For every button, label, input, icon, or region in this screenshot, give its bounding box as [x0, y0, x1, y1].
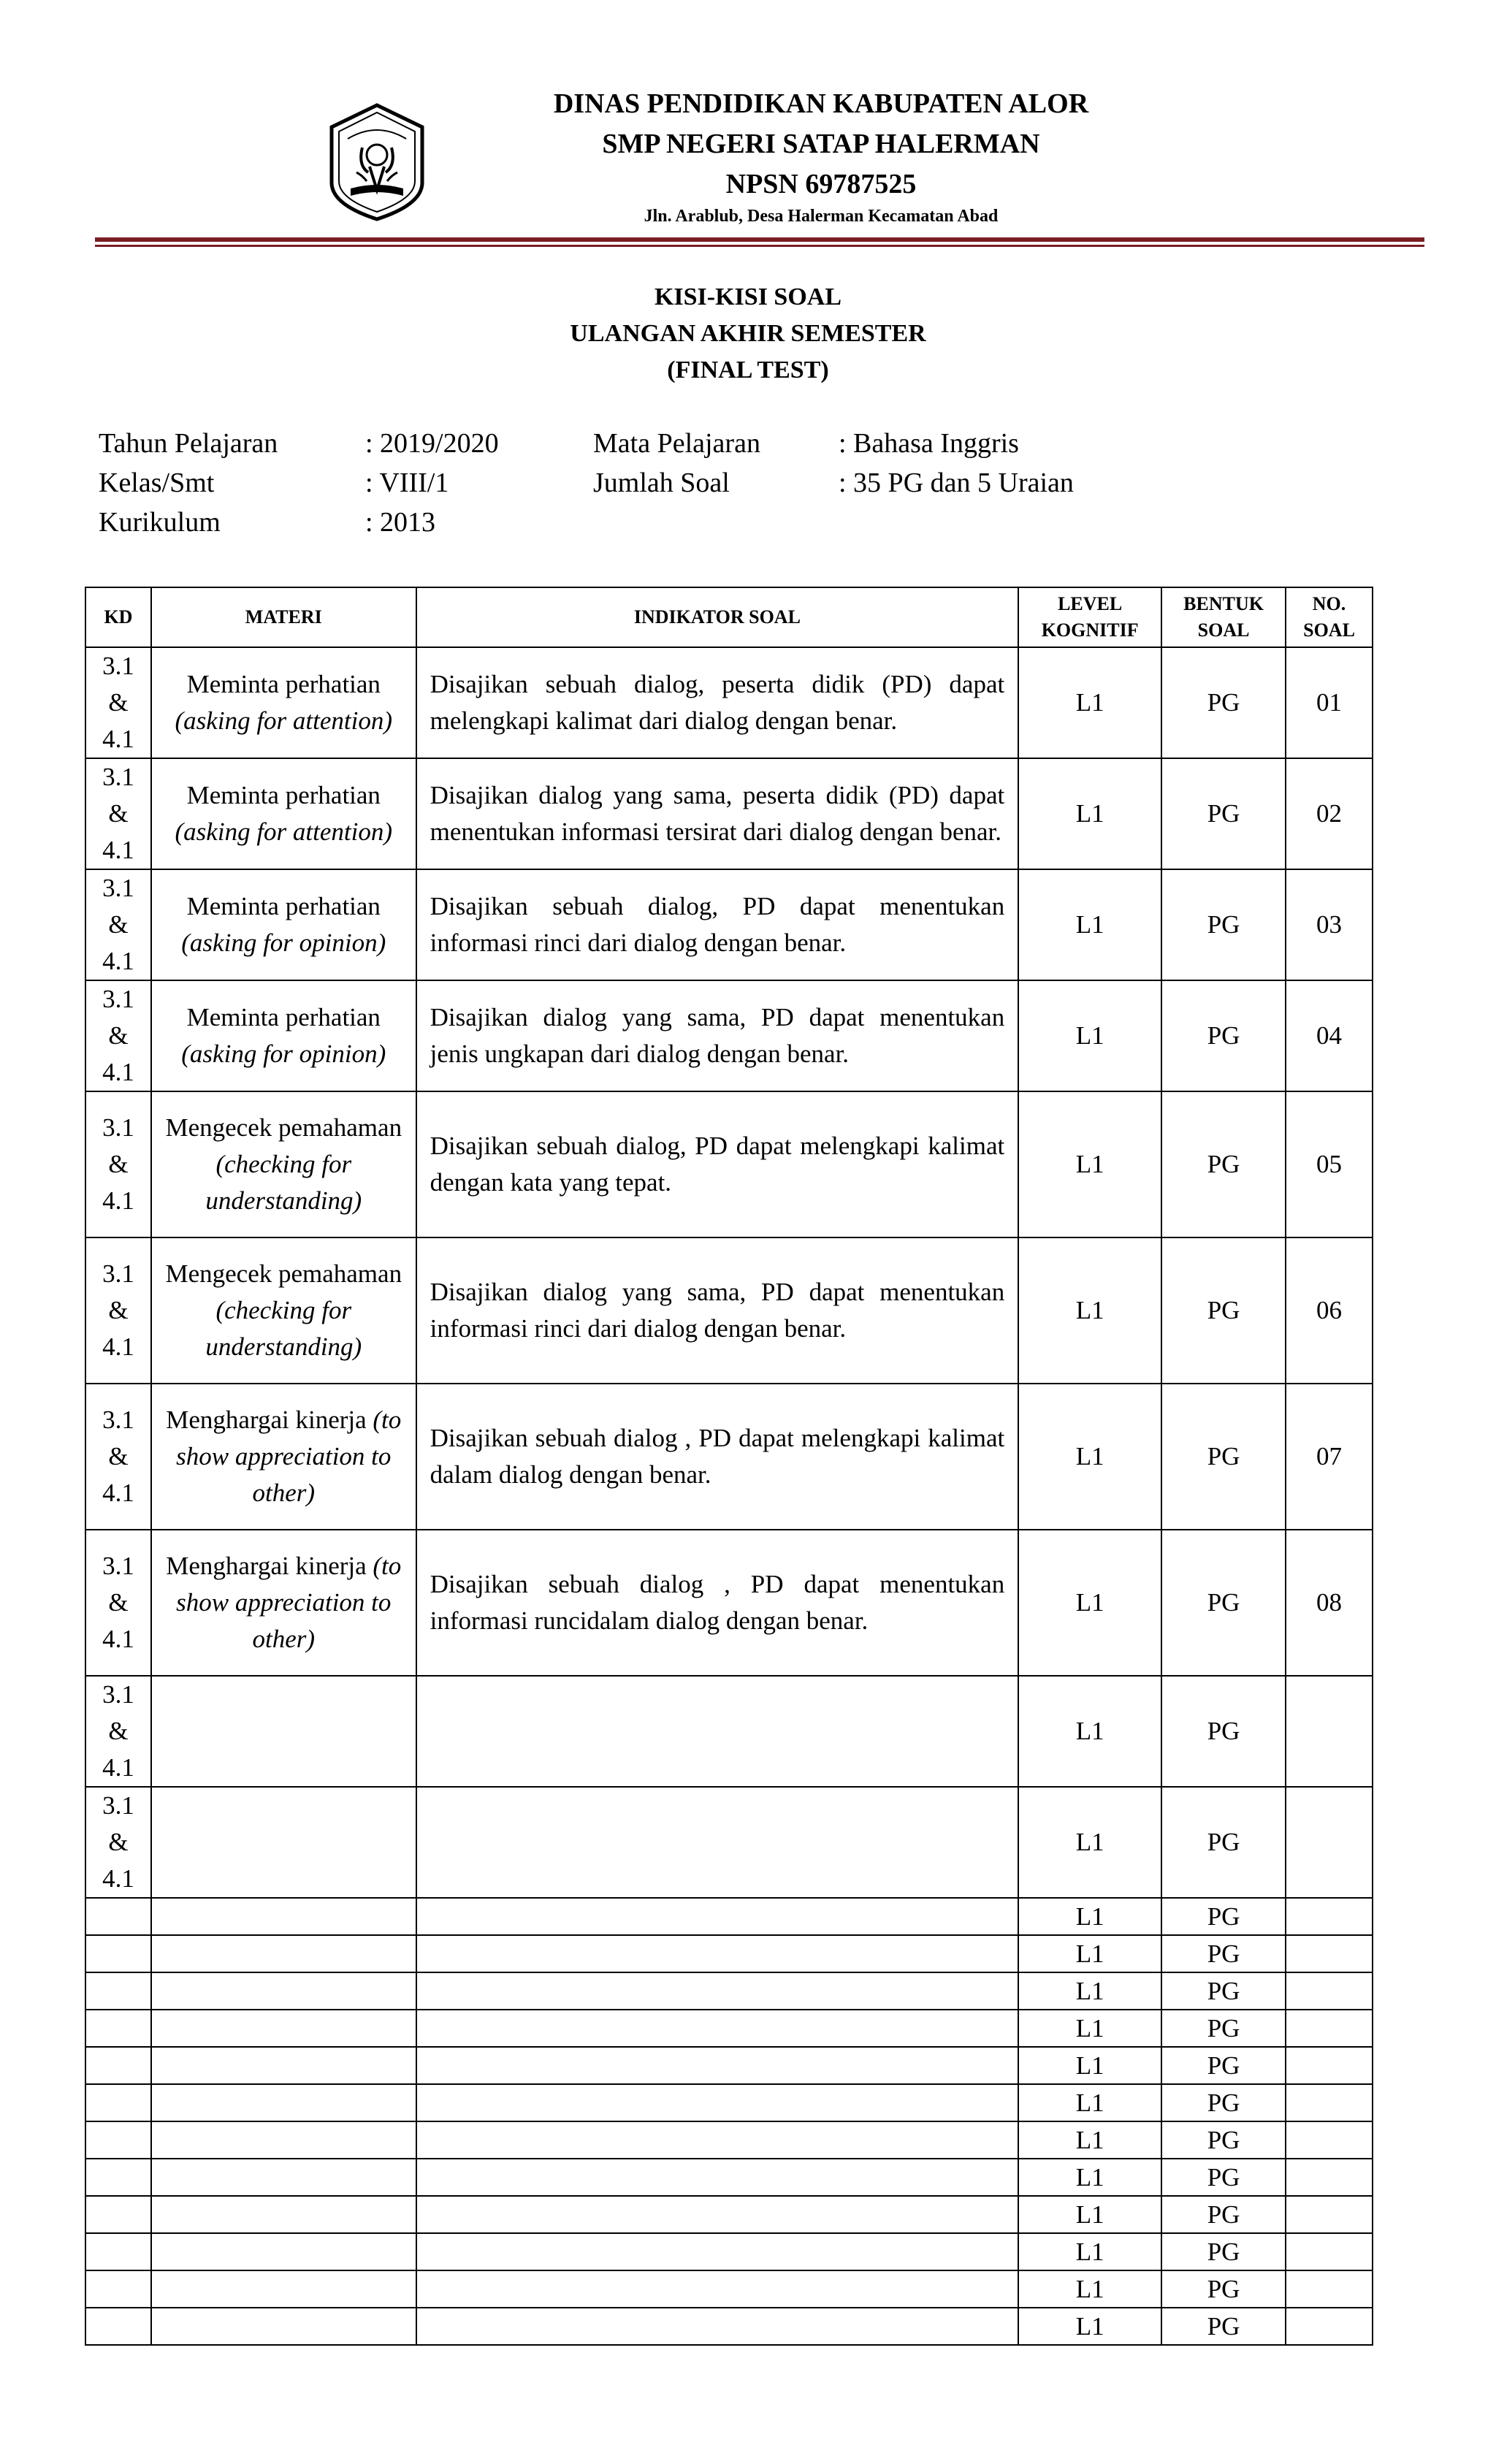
no-cell [1286, 2308, 1373, 2345]
no-cell [1286, 2010, 1373, 2047]
mapel-value: : Bahasa Inggris [839, 428, 1019, 459]
level-cell: L1 [1018, 647, 1161, 758]
kd-cell [85, 1787, 151, 1898]
materi-cell [151, 1384, 416, 1530]
indikator-cell: Disajikan sebuah dialog , PD dapat melengkapi kalimat dalam dialog dengan benar. [416, 1384, 1019, 1530]
kd-cell [85, 1676, 151, 1787]
table-row [85, 2308, 1373, 2345]
header-bentuk-line1: BENTUK [1183, 593, 1264, 614]
table-row [85, 2084, 1373, 2121]
kd-cell [85, 2121, 151, 2159]
indikator-cell [416, 1676, 1019, 1787]
kd-value-part: & [108, 688, 129, 717]
kd-cell [85, 647, 151, 758]
indikator-cell [416, 2047, 1019, 2084]
materi-indonesian: Meminta perhatian [186, 781, 381, 809]
indikator-cell [416, 2233, 1019, 2270]
materi-cell [151, 980, 416, 1091]
no-cell [1286, 2047, 1373, 2084]
header-no-line2: SOAL [1303, 619, 1355, 641]
indikator-cell [416, 2010, 1019, 2047]
kd-value-part: 3.1 [102, 985, 134, 1013]
header-materi: MATERI [151, 587, 416, 647]
mapel-label: Mata Pelajaran [593, 428, 760, 459]
level-cell: L1 [1018, 1676, 1161, 1787]
level-cell: L1 [1018, 2010, 1161, 2047]
materi-english: (asking for attention) [175, 817, 392, 846]
materi-cell [151, 869, 416, 980]
materi-cell [151, 2308, 416, 2345]
bentuk-cell: PG [1161, 2010, 1286, 2047]
bentuk-cell: PG [1161, 2308, 1286, 2345]
kd-value-part: 3.1 [102, 1791, 134, 1820]
level-cell: L1 [1018, 1972, 1161, 2010]
no-cell: 07 [1286, 1384, 1373, 1530]
materi-cell [151, 2121, 416, 2159]
header-divider-thick [95, 237, 1424, 242]
bentuk-cell: PG [1161, 2233, 1286, 2270]
no-cell [1286, 1787, 1373, 1898]
npsn: NPSN 69787525 [725, 169, 917, 199]
kd-cell [85, 1091, 151, 1237]
kelas-label: Kelas/Smt [99, 468, 215, 498]
materi-english: (asking for opinion) [181, 1040, 386, 1068]
level-cell: L1 [1018, 980, 1161, 1091]
kd-cell [85, 2084, 151, 2121]
materi-cell [151, 2270, 416, 2308]
kd-value-part: 4.1 [102, 947, 134, 975]
kelas-value: : VIII/1 [365, 468, 449, 498]
table-row [85, 1935, 1373, 1972]
bentuk-cell: PG [1161, 2047, 1286, 2084]
materi-english: (checking for understanding) [205, 1296, 362, 1361]
no-cell: 08 [1286, 1530, 1373, 1676]
indikator-cell: Disajikan sebuah dialog , PD dapat menentukan informasi runcidalam dialog dengan benar. [416, 1530, 1019, 1676]
materi-cell [151, 1898, 416, 1935]
materi-indonesian: Meminta perhatian [186, 670, 381, 698]
tut-wuri-handayani-logo [321, 102, 432, 223]
kd-value-part: & [108, 1296, 129, 1324]
school-name: SMP NEGERI SATAP HALERMAN [602, 129, 1040, 159]
level-cell: L1 [1018, 1091, 1161, 1237]
table-row [85, 980, 1373, 1091]
table-row [85, 2196, 1373, 2233]
table-row [85, 2047, 1373, 2084]
kd-value-part: 3.1 [102, 1680, 134, 1709]
no-cell [1286, 1676, 1373, 1787]
bentuk-cell: PG [1161, 1935, 1286, 1972]
no-cell [1286, 1972, 1373, 2010]
materi-indonesian: Menghargai kinerja [166, 1552, 367, 1580]
kd-cell [85, 1972, 151, 2010]
bentuk-cell: PG [1161, 1972, 1286, 2010]
bentuk-cell: PG [1161, 869, 1286, 980]
level-cell: L1 [1018, 2270, 1161, 2308]
kurikulum-value: : 2013 [365, 507, 436, 538]
table-row [85, 2233, 1373, 2270]
materi-english: (checking for understanding) [205, 1150, 362, 1215]
kd-cell [85, 2233, 151, 2270]
kd-value-part: & [108, 1717, 129, 1745]
materi-cell [151, 1091, 416, 1237]
bentuk-cell: PG [1161, 1676, 1286, 1787]
table-row [85, 1091, 1373, 1237]
materi-indonesian: Mengecek pemahaman [165, 1113, 402, 1142]
kd-cell [85, 2010, 151, 2047]
kd-cell [85, 1237, 151, 1384]
header-level [1018, 587, 1161, 647]
table-row [85, 1530, 1373, 1676]
header-divider-thin [95, 245, 1424, 247]
kd-value-part: 4.1 [102, 1479, 134, 1507]
bentuk-cell: PG [1161, 1384, 1286, 1530]
indikator-cell: Disajikan dialog yang sama, peserta didik (PD) dapat menentukan informasi tersirat dari dialog dengan benar. [416, 758, 1019, 869]
indikator-cell: Disajikan sebuah dialog, peserta didik (PD) dapat melengkapi kalimat dari dialog dengan benar. [416, 647, 1019, 758]
kd-value-part: 4.1 [102, 1625, 134, 1653]
kd-value-part: 3.1 [102, 1259, 134, 1288]
kd-value-part: 3.1 [102, 874, 134, 902]
table-row [85, 647, 1373, 758]
kd-value-part: 4.1 [102, 1186, 134, 1215]
kd-value-part: & [108, 1828, 129, 1856]
bentuk-cell: PG [1161, 2270, 1286, 2308]
agency-name: DINAS PENDIDIKAN KABUPATEN ALOR [553, 88, 1089, 119]
kd-cell [85, 1898, 151, 1935]
no-cell: 06 [1286, 1237, 1373, 1384]
materi-indonesian: Mengecek pemahaman [165, 1259, 402, 1288]
level-cell: L1 [1018, 2121, 1161, 2159]
no-cell: 04 [1286, 980, 1373, 1091]
kd-value-part: 4.1 [102, 836, 134, 864]
table-row [85, 1787, 1373, 1898]
indikator-cell [416, 1935, 1019, 1972]
no-cell [1286, 2233, 1373, 2270]
materi-cell [151, 1935, 416, 1972]
kd-cell [85, 2196, 151, 2233]
no-cell [1286, 2121, 1373, 2159]
indikator-cell [416, 2084, 1019, 2121]
level-cell: L1 [1018, 2159, 1161, 2196]
no-cell [1286, 2196, 1373, 2233]
no-cell: 03 [1286, 869, 1373, 980]
kd-cell [85, 1935, 151, 1972]
level-cell: L1 [1018, 1237, 1161, 1384]
materi-cell [151, 1530, 416, 1676]
kd-value-part: 3.1 [102, 652, 134, 680]
bentuk-cell: PG [1161, 2159, 1286, 2196]
level-cell: L1 [1018, 869, 1161, 980]
kd-cell [85, 1530, 151, 1676]
table-row [85, 2121, 1373, 2159]
kd-value-part: & [108, 1150, 129, 1178]
no-cell [1286, 1898, 1373, 1935]
no-cell: 02 [1286, 758, 1373, 869]
indikator-cell [416, 2308, 1019, 2345]
header-level-line1: LEVEL [1058, 593, 1123, 614]
no-cell [1286, 1935, 1373, 1972]
document-title: KISI-KISI SOAL [654, 283, 842, 310]
indikator-cell [416, 1898, 1019, 1935]
indikator-cell: Disajikan dialog yang sama, PD dapat menentukan jenis ungkapan dari dialog dengan benar. [416, 980, 1019, 1091]
kd-value-part: 4.1 [102, 1332, 134, 1361]
bentuk-cell: PG [1161, 1787, 1286, 1898]
school-address: Jln. Arablub, Desa Halerman Kecamatan Abad [644, 207, 999, 226]
kd-value-part: & [108, 799, 129, 828]
kd-value-part: 3.1 [102, 1113, 134, 1142]
level-cell: L1 [1018, 2308, 1161, 2345]
indikator-cell: Disajikan sebuah dialog, PD dapat menentukan informasi rinci dari dialog dengan benar. [416, 869, 1019, 980]
bentuk-cell: PG [1161, 1530, 1286, 1676]
bentuk-cell: PG [1161, 2084, 1286, 2121]
kd-value-part: 4.1 [102, 1753, 134, 1782]
no-cell [1286, 2084, 1373, 2121]
kd-value-part: 3.1 [102, 763, 134, 791]
materi-cell [151, 1972, 416, 2010]
kd-cell [85, 1384, 151, 1530]
level-cell: L1 [1018, 2084, 1161, 2121]
indikator-cell: Disajikan sebuah dialog, PD dapat melengkapi kalimat dengan kata yang tepat. [416, 1091, 1019, 1237]
level-cell: L1 [1018, 1935, 1161, 1972]
kisi-kisi-table [85, 587, 1373, 2346]
materi-cell [151, 2159, 416, 2196]
table-row [85, 1237, 1373, 1384]
table-row [85, 1972, 1373, 2010]
indikator-cell [416, 2196, 1019, 2233]
level-cell: L1 [1018, 1898, 1161, 1935]
table-row [85, 1676, 1373, 1787]
level-cell: L1 [1018, 758, 1161, 869]
indikator-cell [416, 2270, 1019, 2308]
header-bentuk-line2: SOAL [1197, 619, 1250, 641]
kd-value-part: 4.1 [102, 1864, 134, 1893]
kd-value-part: & [108, 910, 129, 939]
bentuk-cell: PG [1161, 647, 1286, 758]
jumlah-label: Jumlah Soal [593, 468, 730, 498]
materi-cell [151, 647, 416, 758]
header-no-line1: NO. [1312, 593, 1346, 614]
level-cell: L1 [1018, 1384, 1161, 1530]
materi-cell [151, 1787, 416, 1898]
materi-english: (asking for opinion) [181, 928, 386, 957]
bentuk-cell: PG [1161, 1237, 1286, 1384]
document-subtitle-2: (FINAL TEST) [667, 356, 829, 384]
table-row [85, 2270, 1373, 2308]
kd-value-part: & [108, 1442, 129, 1471]
kd-cell [85, 2270, 151, 2308]
materi-cell [151, 2084, 416, 2121]
bentuk-cell: PG [1161, 758, 1286, 869]
jumlah-value: : 35 PG dan 5 Uraian [839, 468, 1074, 498]
materi-cell [151, 758, 416, 869]
kd-cell [85, 980, 151, 1091]
indikator-cell [416, 1787, 1019, 1898]
materi-cell [151, 1676, 416, 1787]
header-no [1286, 587, 1373, 647]
bentuk-cell: PG [1161, 980, 1286, 1091]
kurikulum-label: Kurikulum [99, 507, 221, 538]
header-kd: KD [85, 587, 151, 647]
no-cell [1286, 2159, 1373, 2196]
no-cell: 01 [1286, 647, 1373, 758]
kd-cell [85, 2047, 151, 2084]
document-subtitle: ULANGAN AKHIR SEMESTER [570, 320, 926, 347]
header-bentuk [1161, 587, 1286, 647]
bentuk-cell: PG [1161, 1091, 1286, 1237]
materi-cell [151, 2196, 416, 2233]
kd-value-part: & [108, 1021, 129, 1050]
level-cell: L1 [1018, 1530, 1161, 1676]
kd-value-part: 4.1 [102, 725, 134, 753]
table-header-row [85, 587, 1373, 647]
tahun-value: : 2019/2020 [365, 428, 499, 459]
indikator-cell: Disajikan dialog yang sama, PD dapat menentukan informasi rinci dari dialog dengan benar. [416, 1237, 1019, 1384]
header-level-line2: KOGNITIF [1041, 619, 1139, 641]
level-cell: L1 [1018, 2196, 1161, 2233]
kd-cell [85, 2159, 151, 2196]
materi-indonesian: Meminta perhatian [186, 1003, 381, 1031]
bentuk-cell: PG [1161, 2196, 1286, 2233]
kd-cell [85, 2308, 151, 2345]
level-cell: L1 [1018, 2233, 1161, 2270]
bentuk-cell: PG [1161, 2121, 1286, 2159]
kd-value-part: 4.1 [102, 1058, 134, 1086]
table-row [85, 1898, 1373, 1935]
materi-indonesian: Meminta perhatian [186, 892, 381, 920]
materi-english: (to show appreciation to other) [176, 1405, 402, 1507]
table-row [85, 758, 1373, 869]
kd-cell [85, 758, 151, 869]
table-row [85, 1384, 1373, 1530]
materi-cell [151, 2010, 416, 2047]
table-row [85, 2159, 1373, 2196]
materi-cell [151, 1237, 416, 1384]
tahun-label: Tahun Pelajaran [99, 428, 278, 459]
no-cell: 05 [1286, 1091, 1373, 1237]
materi-english: (to show appreciation to other) [176, 1552, 402, 1653]
kd-value-part: 3.1 [102, 1552, 134, 1580]
kd-value-part: 3.1 [102, 1405, 134, 1434]
no-cell [1286, 2270, 1373, 2308]
level-cell: L1 [1018, 1787, 1161, 1898]
table-row [85, 869, 1373, 980]
header-indikator: INDIKATOR SOAL [416, 587, 1019, 647]
indikator-cell [416, 2159, 1019, 2196]
indikator-cell [416, 2121, 1019, 2159]
materi-cell [151, 2047, 416, 2084]
kd-cell [85, 869, 151, 980]
bentuk-cell: PG [1161, 1898, 1286, 1935]
materi-indonesian: Menghargai kinerja [166, 1405, 367, 1434]
level-cell: L1 [1018, 2047, 1161, 2084]
table-row [85, 2010, 1373, 2047]
indikator-cell [416, 1972, 1019, 2010]
kd-value-part: & [108, 1588, 129, 1617]
materi-english: (asking for attention) [175, 706, 392, 735]
materi-cell [151, 2233, 416, 2270]
